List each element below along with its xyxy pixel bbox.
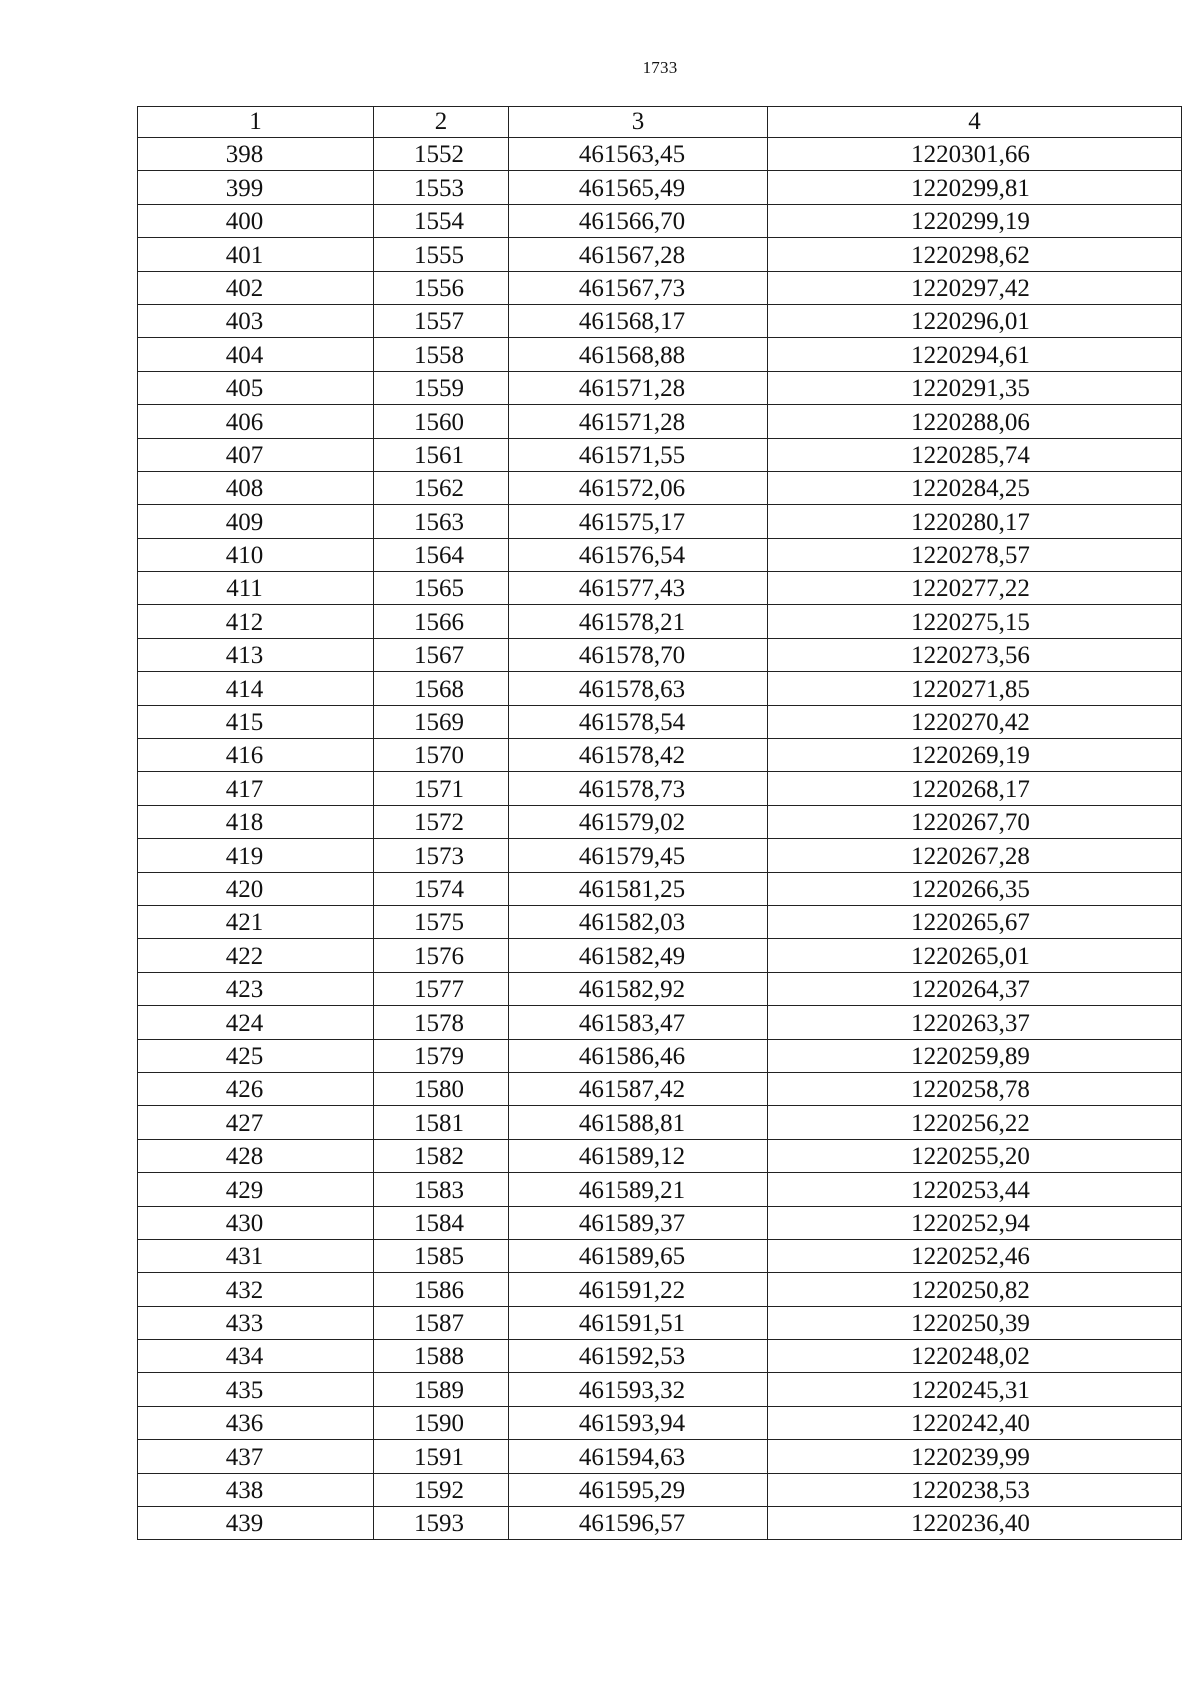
table-cell-col-1: 419 bbox=[138, 839, 374, 872]
table-cell-col-1: 399 bbox=[138, 171, 374, 204]
table-cell-col-3: 461579,02 bbox=[509, 805, 768, 838]
table-cell-col-3: 461567,28 bbox=[509, 238, 768, 271]
table-cell-col-4: 1220265,67 bbox=[768, 905, 1182, 938]
table-cell-col-3: 461576,54 bbox=[509, 538, 768, 571]
table-row bbox=[138, 638, 1182, 671]
table-cell-col-3: 461586,46 bbox=[509, 1039, 768, 1072]
table-cell-col-1: 413 bbox=[138, 638, 374, 671]
table-cell-col-4: 1220263,37 bbox=[768, 1006, 1182, 1039]
table-cell-col-3: 461575,17 bbox=[509, 505, 768, 538]
table-row bbox=[138, 672, 1182, 705]
table-cell-col-4: 1220280,17 bbox=[768, 505, 1182, 538]
table-cell-col-2: 1589 bbox=[374, 1373, 509, 1406]
table-cell-col-3: 461582,03 bbox=[509, 905, 768, 938]
table-cell-col-4: 1220285,74 bbox=[768, 438, 1182, 471]
table-cell-col-1: 439 bbox=[138, 1507, 374, 1540]
table-cell-col-4: 1220299,19 bbox=[768, 204, 1182, 237]
table-row bbox=[138, 1206, 1182, 1239]
table-cell-col-1: 402 bbox=[138, 271, 374, 304]
table-row bbox=[138, 1039, 1182, 1072]
table-cell-col-3: 461568,88 bbox=[509, 338, 768, 371]
table-cell-col-2: 1588 bbox=[374, 1340, 509, 1373]
table-row bbox=[138, 1072, 1182, 1105]
table-cell-col-1: 435 bbox=[138, 1373, 374, 1406]
table-row bbox=[138, 939, 1182, 972]
table-cell-col-2: 1559 bbox=[374, 371, 509, 404]
table-cell-col-3: 461577,43 bbox=[509, 572, 768, 605]
table-cell-col-1: 403 bbox=[138, 304, 374, 337]
table-row bbox=[138, 1473, 1182, 1506]
table-row bbox=[138, 204, 1182, 237]
table-cell-col-2: 1561 bbox=[374, 438, 509, 471]
table-row bbox=[138, 1106, 1182, 1139]
table-row bbox=[138, 1406, 1182, 1439]
table-cell-col-1: 432 bbox=[138, 1273, 374, 1306]
page-number: 1733 bbox=[642, 58, 678, 77]
table-cell-col-3: 461591,51 bbox=[509, 1306, 768, 1339]
table-cell-col-1: 423 bbox=[138, 972, 374, 1005]
table-row bbox=[138, 739, 1182, 772]
column-header-3: 3 bbox=[509, 107, 768, 138]
table-cell-col-1: 420 bbox=[138, 872, 374, 905]
table-cell-col-4: 1220275,15 bbox=[768, 605, 1182, 638]
table-cell-col-1: 421 bbox=[138, 905, 374, 938]
table-cell-col-2: 1553 bbox=[374, 171, 509, 204]
table-cell-col-3: 461578,63 bbox=[509, 672, 768, 705]
table-cell-col-2: 1562 bbox=[374, 471, 509, 504]
table-cell-col-1: 417 bbox=[138, 772, 374, 805]
table-cell-col-4: 1220245,31 bbox=[768, 1373, 1182, 1406]
table-cell-col-3: 461588,81 bbox=[509, 1106, 768, 1139]
table-cell-col-4: 1220266,35 bbox=[768, 872, 1182, 905]
table-cell-col-2: 1580 bbox=[374, 1072, 509, 1105]
table-cell-col-4: 1220267,28 bbox=[768, 839, 1182, 872]
table-cell-col-1: 433 bbox=[138, 1306, 374, 1339]
table-cell-col-1: 415 bbox=[138, 705, 374, 738]
table-cell-col-4: 1220269,19 bbox=[768, 739, 1182, 772]
table-cell-col-2: 1584 bbox=[374, 1206, 509, 1239]
table-cell-col-3: 461589,37 bbox=[509, 1206, 768, 1239]
table-cell-col-1: 400 bbox=[138, 204, 374, 237]
table-cell-col-1: 438 bbox=[138, 1473, 374, 1506]
table-cell-col-1: 427 bbox=[138, 1106, 374, 1139]
table-cell-col-2: 1570 bbox=[374, 739, 509, 772]
table-cell-col-2: 1576 bbox=[374, 939, 509, 972]
table-cell-col-2: 1563 bbox=[374, 505, 509, 538]
table-cell-col-4: 1220301,66 bbox=[768, 138, 1182, 171]
table-cell-col-1: 425 bbox=[138, 1039, 374, 1072]
table-cell-col-3: 461589,12 bbox=[509, 1139, 768, 1172]
table-cell-col-2: 1557 bbox=[374, 304, 509, 337]
table-cell-col-2: 1583 bbox=[374, 1173, 509, 1206]
table-cell-col-1: 429 bbox=[138, 1173, 374, 1206]
table-cell-col-4: 1220288,06 bbox=[768, 405, 1182, 438]
table-row bbox=[138, 538, 1182, 571]
table-cell-col-1: 412 bbox=[138, 605, 374, 638]
table-cell-col-4: 1220270,42 bbox=[768, 705, 1182, 738]
table-cell-col-4: 1220252,94 bbox=[768, 1206, 1182, 1239]
table-row bbox=[138, 371, 1182, 404]
table-cell-col-4: 1220264,37 bbox=[768, 972, 1182, 1005]
table-cell-col-4: 1220256,22 bbox=[768, 1106, 1182, 1139]
table-cell-col-2: 1591 bbox=[374, 1440, 509, 1473]
table-cell-col-2: 1552 bbox=[374, 138, 509, 171]
table-row bbox=[138, 1006, 1182, 1039]
table-cell-col-3: 461581,25 bbox=[509, 872, 768, 905]
table-cell-col-1: 436 bbox=[138, 1406, 374, 1439]
table-cell-col-1: 409 bbox=[138, 505, 374, 538]
table-cell-col-2: 1578 bbox=[374, 1006, 509, 1039]
table-cell-col-2: 1564 bbox=[374, 538, 509, 571]
table-row bbox=[138, 238, 1182, 271]
table-cell-col-3: 461595,29 bbox=[509, 1473, 768, 1506]
table-cell-col-3: 461579,45 bbox=[509, 839, 768, 872]
table-row bbox=[138, 905, 1182, 938]
table-cell-col-1: 431 bbox=[138, 1239, 374, 1272]
table-cell-col-3: 461582,92 bbox=[509, 972, 768, 1005]
table-cell-col-4: 1220250,39 bbox=[768, 1306, 1182, 1339]
table-cell-col-2: 1572 bbox=[374, 805, 509, 838]
table-cell-col-2: 1581 bbox=[374, 1106, 509, 1139]
table-row bbox=[138, 1306, 1182, 1339]
table-cell-col-3: 461565,49 bbox=[509, 171, 768, 204]
table-cell-col-4: 1220238,53 bbox=[768, 1473, 1182, 1506]
table-cell-col-1: 437 bbox=[138, 1440, 374, 1473]
table-cell-col-1: 408 bbox=[138, 471, 374, 504]
table-cell-col-1: 410 bbox=[138, 538, 374, 571]
table-cell-col-1: 411 bbox=[138, 572, 374, 605]
table-cell-col-3: 461587,42 bbox=[509, 1072, 768, 1105]
column-header-2: 2 bbox=[374, 107, 509, 138]
table-cell-col-3: 461563,45 bbox=[509, 138, 768, 171]
table-row bbox=[138, 872, 1182, 905]
table-cell-col-2: 1567 bbox=[374, 638, 509, 671]
column-header-1: 1 bbox=[138, 107, 374, 138]
table-cell-col-2: 1568 bbox=[374, 672, 509, 705]
table-cell-col-3: 461566,70 bbox=[509, 204, 768, 237]
table-row bbox=[138, 138, 1182, 171]
table-cell-col-2: 1587 bbox=[374, 1306, 509, 1339]
table-cell-col-1: 418 bbox=[138, 805, 374, 838]
table-cell-col-1: 422 bbox=[138, 939, 374, 972]
table-cell-col-4: 1220258,78 bbox=[768, 1072, 1182, 1105]
table-row bbox=[138, 805, 1182, 838]
table-row bbox=[138, 1340, 1182, 1373]
table-cell-col-2: 1592 bbox=[374, 1473, 509, 1506]
table-cell-col-1: 434 bbox=[138, 1340, 374, 1373]
table-cell-col-2: 1555 bbox=[374, 238, 509, 271]
table-cell-col-2: 1573 bbox=[374, 839, 509, 872]
table-cell-col-2: 1571 bbox=[374, 772, 509, 805]
table-cell-col-4: 1220298,62 bbox=[768, 238, 1182, 271]
table-row bbox=[138, 605, 1182, 638]
table-cell-col-2: 1582 bbox=[374, 1139, 509, 1172]
table-cell-col-2: 1560 bbox=[374, 405, 509, 438]
table-cell-col-4: 1220299,81 bbox=[768, 171, 1182, 204]
table-cell-col-3: 461578,42 bbox=[509, 739, 768, 772]
table-cell-col-4: 1220268,17 bbox=[768, 772, 1182, 805]
table-row bbox=[138, 1173, 1182, 1206]
table-cell-col-1: 430 bbox=[138, 1206, 374, 1239]
table-cell-col-3: 461593,94 bbox=[509, 1406, 768, 1439]
table-row bbox=[138, 839, 1182, 872]
table-cell-col-4: 1220252,46 bbox=[768, 1239, 1182, 1272]
table-cell-col-3: 461593,32 bbox=[509, 1373, 768, 1406]
table-cell-col-2: 1586 bbox=[374, 1273, 509, 1306]
table-cell-col-2: 1575 bbox=[374, 905, 509, 938]
table-cell-col-3: 461583,47 bbox=[509, 1006, 768, 1039]
table-cell-col-3: 461594,63 bbox=[509, 1440, 768, 1473]
table-cell-col-3: 461578,70 bbox=[509, 638, 768, 671]
table-cell-col-4: 1220284,25 bbox=[768, 471, 1182, 504]
table-row bbox=[138, 572, 1182, 605]
table-cell-col-4: 1220248,02 bbox=[768, 1340, 1182, 1373]
table-cell-col-3: 461589,21 bbox=[509, 1173, 768, 1206]
table-cell-col-1: 414 bbox=[138, 672, 374, 705]
table-cell-col-2: 1574 bbox=[374, 872, 509, 905]
table-cell-col-2: 1579 bbox=[374, 1039, 509, 1072]
table-cell-col-2: 1566 bbox=[374, 605, 509, 638]
table-cell-col-4: 1220242,40 bbox=[768, 1406, 1182, 1439]
table-cell-col-4: 1220271,85 bbox=[768, 672, 1182, 705]
table-cell-col-2: 1556 bbox=[374, 271, 509, 304]
table-cell-col-4: 1220277,22 bbox=[768, 572, 1182, 605]
table-cell-col-2: 1593 bbox=[374, 1507, 509, 1540]
table-cell-col-4: 1220273,56 bbox=[768, 638, 1182, 671]
column-header-4: 4 bbox=[768, 107, 1182, 138]
table-cell-col-1: 401 bbox=[138, 238, 374, 271]
table-cell-col-1: 416 bbox=[138, 739, 374, 772]
table-cell-col-4: 1220291,35 bbox=[768, 371, 1182, 404]
table-cell-col-3: 461567,73 bbox=[509, 271, 768, 304]
table-cell-col-4: 1220255,20 bbox=[768, 1139, 1182, 1172]
table-cell-col-4: 1220259,89 bbox=[768, 1039, 1182, 1072]
table-cell-col-4: 1220253,44 bbox=[768, 1173, 1182, 1206]
table-row bbox=[138, 338, 1182, 371]
table-cell-col-3: 461582,49 bbox=[509, 939, 768, 972]
table-cell-col-3: 461578,54 bbox=[509, 705, 768, 738]
table-cell-col-1: 404 bbox=[138, 338, 374, 371]
table-cell-col-4: 1220239,99 bbox=[768, 1440, 1182, 1473]
table-row bbox=[138, 1273, 1182, 1306]
table-body bbox=[138, 138, 1182, 1540]
table-cell-col-1: 398 bbox=[138, 138, 374, 171]
table-row bbox=[138, 505, 1182, 538]
table-row bbox=[138, 1373, 1182, 1406]
table-cell-col-4: 1220296,01 bbox=[768, 304, 1182, 337]
table-row bbox=[138, 1239, 1182, 1272]
table-row bbox=[138, 171, 1182, 204]
table-cell-col-1: 407 bbox=[138, 438, 374, 471]
table-cell-col-2: 1585 bbox=[374, 1239, 509, 1272]
table-row bbox=[138, 438, 1182, 471]
table-cell-col-4: 1220265,01 bbox=[768, 939, 1182, 972]
table-cell-col-2: 1577 bbox=[374, 972, 509, 1005]
table-row bbox=[138, 705, 1182, 738]
table-row bbox=[138, 271, 1182, 304]
table-cell-col-3: 461589,65 bbox=[509, 1239, 768, 1272]
table-cell-col-4: 1220278,57 bbox=[768, 538, 1182, 571]
table-cell-col-3: 461592,53 bbox=[509, 1340, 768, 1373]
table-cell-col-1: 405 bbox=[138, 371, 374, 404]
table-row bbox=[138, 471, 1182, 504]
table-cell-col-2: 1554 bbox=[374, 204, 509, 237]
table-cell-col-4: 1220267,70 bbox=[768, 805, 1182, 838]
table-cell-col-1: 426 bbox=[138, 1072, 374, 1105]
table-cell-col-2: 1569 bbox=[374, 705, 509, 738]
table-cell-col-2: 1558 bbox=[374, 338, 509, 371]
table-cell-col-3: 461571,55 bbox=[509, 438, 768, 471]
table-cell-col-4: 1220250,82 bbox=[768, 1273, 1182, 1306]
header-row bbox=[138, 107, 1182, 138]
table-cell-col-4: 1220297,42 bbox=[768, 271, 1182, 304]
table-row bbox=[138, 772, 1182, 805]
table-cell-col-3: 461578,73 bbox=[509, 772, 768, 805]
table-cell-col-3: 461591,22 bbox=[509, 1273, 768, 1306]
table-cell-col-2: 1565 bbox=[374, 572, 509, 605]
table-header bbox=[138, 107, 1182, 138]
table-cell-col-4: 1220294,61 bbox=[768, 338, 1182, 371]
table-cell-col-1: 424 bbox=[138, 1006, 374, 1039]
table-cell-col-2: 1590 bbox=[374, 1406, 509, 1439]
table-cell-col-3: 461571,28 bbox=[509, 405, 768, 438]
table-row bbox=[138, 972, 1182, 1005]
table-cell-col-3: 461596,57 bbox=[509, 1507, 768, 1540]
table-row bbox=[138, 1440, 1182, 1473]
table-cell-col-3: 461578,21 bbox=[509, 605, 768, 638]
table-cell-col-1: 428 bbox=[138, 1139, 374, 1172]
table-cell-col-4: 1220236,40 bbox=[768, 1507, 1182, 1540]
table-row bbox=[138, 1507, 1182, 1540]
table-cell-col-3: 461572,06 bbox=[509, 471, 768, 504]
table-cell-col-3: 461568,17 bbox=[509, 304, 768, 337]
table-cell-col-1: 406 bbox=[138, 405, 374, 438]
coordinates-table bbox=[137, 106, 1182, 1540]
table-row bbox=[138, 405, 1182, 438]
table-row bbox=[138, 1139, 1182, 1172]
table-row bbox=[138, 304, 1182, 337]
table-cell-col-3: 461571,28 bbox=[509, 371, 768, 404]
